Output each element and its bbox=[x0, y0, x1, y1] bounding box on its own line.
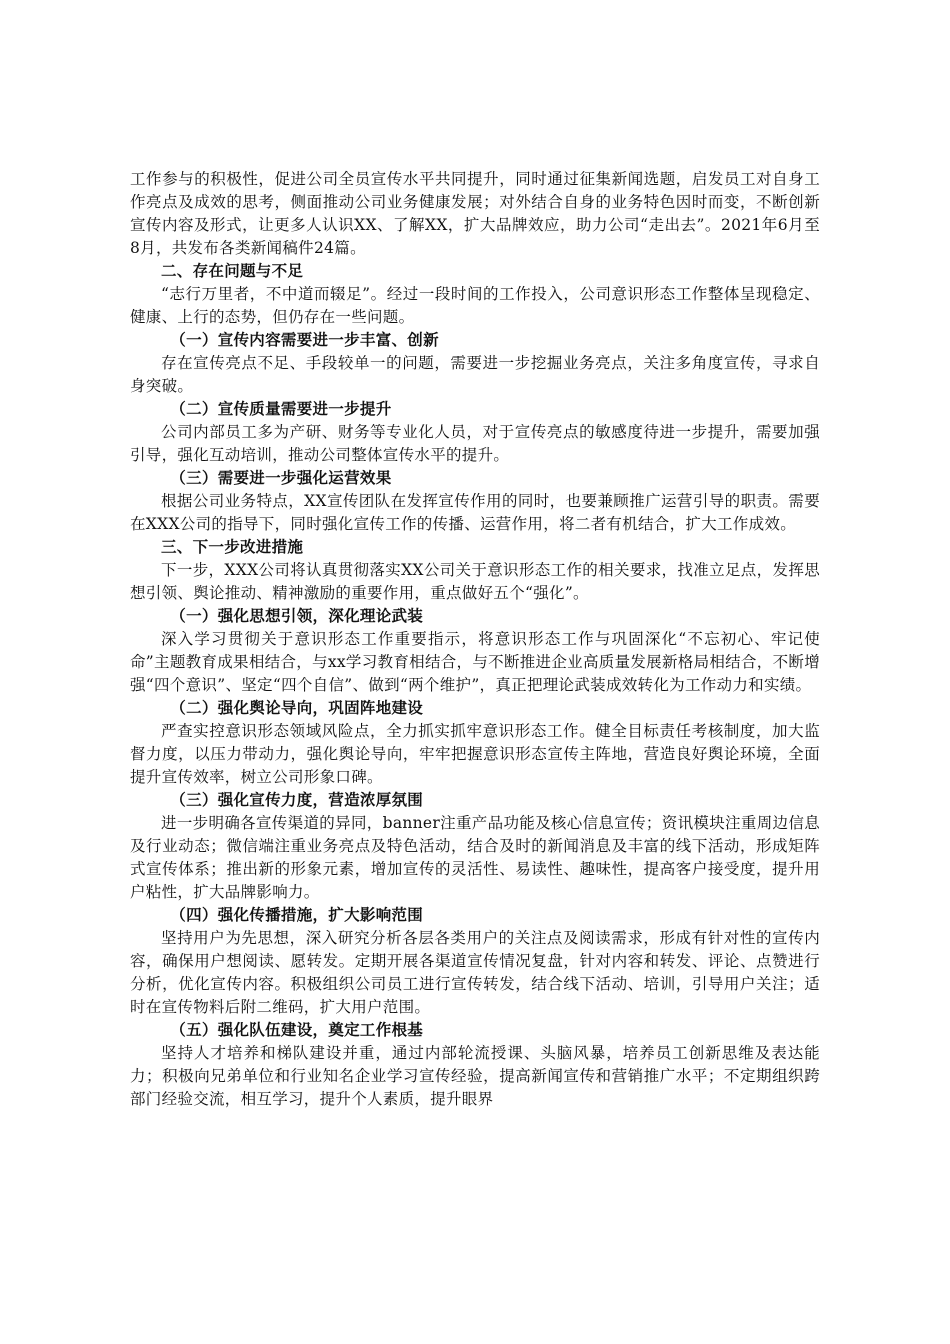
subsection-heading: （三）强化宣传力度，营造浓厚氛围 bbox=[170, 791, 424, 809]
document-body bbox=[130, 168, 820, 1111]
body-paragraph: 严查实控意识形态领域风险点，全力抓实抓牢意识形态工作。健全目标责任考核制度，加大监督力度，以压力带动力，强化舆论导向，牢牢把握意识形态宣传主阵地，营造良好舆论环境，全面提升宣传效率，树立公司形象口碑。 bbox=[130, 722, 820, 786]
body-paragraph: 下一步，XXX公司将认真贯彻落实XX公司关于意识形态工作的相关要求，找准立足点，发挥思想引领、舆论推动、精神激励的重要作用，重点做好五个“强化”。 bbox=[130, 561, 820, 602]
subsection-heading: （四）强化传播措施，扩大影响范围 bbox=[170, 906, 424, 924]
subsection-heading: （一）宣传内容需要进一步丰富、创新 bbox=[170, 331, 439, 349]
section-heading: 三、下一步改进措施 bbox=[161, 538, 304, 556]
body-paragraph: 坚持人才培养和梯队建设并重，通过内部轮流授课、头脑风暴，培养员工创新思维及表达能力；积极向兄弟单位和行业知名企业学习宣传经验，提高新闻宣传和营销推广水平；不定期组织跨部门经验交流，相互学习，提升个人素质，提升眼界 bbox=[130, 1044, 820, 1108]
body-paragraph: “志行万里者，不中道而辍足”。经过一段时间的工作投入，公司意识形态工作整体呈现稳定、健康、上行的态势，但仍存在一些问题。 bbox=[130, 285, 820, 326]
body-paragraph: 工作参与的积极性，促进公司全员宣传水平共同提升，同时通过征集新闻选题，启发员工对自身工作亮点及成效的思考，侧面推动公司业务健康发展；对外结合自身的业务特色因时而变，不断创新宣传内容及形式，让更多人认识XX、了解XX，扩大品牌效应，助力公司“走出去”。2021年6月至8月，共发布各类新闻稿件24篇。 bbox=[130, 170, 820, 257]
subsection-heading: （一）强化思想引领，深化理论武装 bbox=[170, 607, 424, 625]
body-paragraph: 存在宣传亮点不足、手段较单一的问题，需要进一步挖掘业务亮点，关注多角度宣传，寻求自身突破。 bbox=[130, 354, 820, 395]
subsection-heading: （三）需要进一步强化运营效果 bbox=[170, 469, 392, 487]
body-paragraph: 坚持用户为先思想，深入研究分析各层各类用户的关注点及阅读需求，形成有针对性的宣传内容，确保用户想阅读、愿转发。定期开展各渠道宣传情况复盘，针对内容和转发、评论、点赞进行分析，优化宣传内容。积极组织公司员工进行宣传转发，结合线下活动、培训，引导用户关注；适时在宣传物料后附二维码，扩大用户范围。 bbox=[130, 929, 820, 1016]
body-paragraph: 进一步明确各宣传渠道的异同，banner注重产品功能及核心信息宣传；资讯模块注重周边信息及行业动态；微信端注重业务亮点及特色活动，结合及时的新闻消息及丰富的线下活动，形成矩阵式宣传体系；推出新的形象元素，增加宣传的灵活性、易读性、趣味性，提高客户接受度，提升用户粘性，扩大品牌影响力。 bbox=[130, 814, 820, 901]
body-paragraph: 公司内部员工多为产研、财务等专业化人员，对于宣传亮点的敏感度待进一步提升，需要加强引导，强化互动培训，推动公司整体宣传水平的提升。 bbox=[130, 423, 820, 464]
section-heading: 二、存在问题与不足 bbox=[161, 262, 304, 280]
subsection-heading: （五）强化队伍建设，奠定工作根基 bbox=[170, 1021, 424, 1039]
subsection-heading: （二）强化舆论导向，巩固阵地建设 bbox=[170, 699, 424, 717]
subsection-heading: （二）宣传质量需要进一步提升 bbox=[170, 400, 392, 418]
body-paragraph: 根据公司业务特点，XX宣传团队在发挥宣传作用的同时，也要兼顾推广运营引导的职责。需要在XXX公司的指导下，同时强化宣传工作的传播、运营作用，将二者有机结合，扩大工作成效。 bbox=[130, 492, 820, 533]
body-paragraph: 深入学习贯彻关于意识形态工作重要指示，将意识形态工作与巩固深化“不忘初心、牢记使命”主题教育成果相结合，与xx学习教育相结合，与不断推进企业高质量发展新格局相结合，不断增强“四个意识”、坚定“四个自信”、做到“两个维护”，真正把理论武装成效转化为工作动力和实绩。 bbox=[130, 630, 820, 694]
